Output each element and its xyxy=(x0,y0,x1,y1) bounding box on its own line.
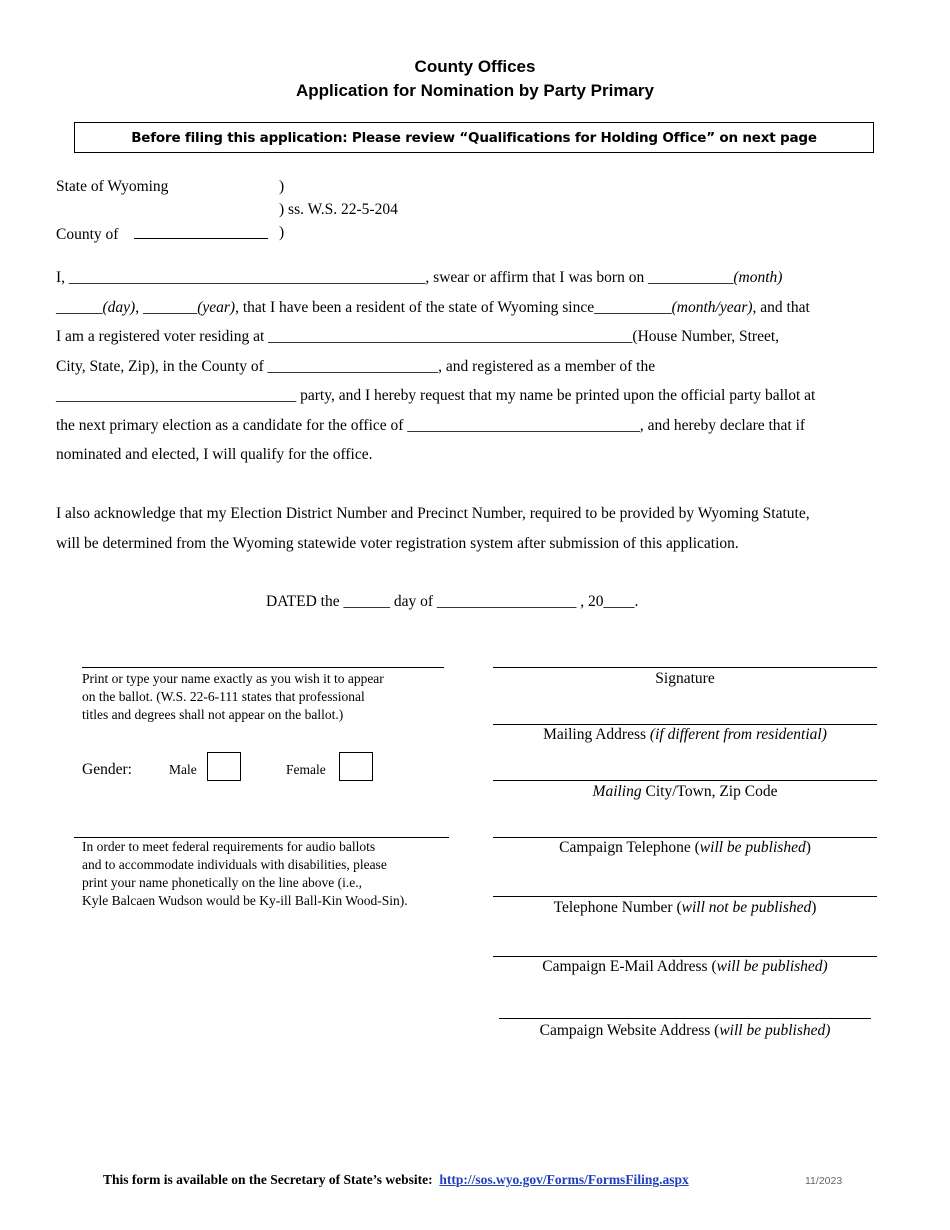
mailing-city-line[interactable] xyxy=(493,780,877,781)
oath-paragraph xyxy=(56,263,901,470)
campaign-phone-label: Campaign Telephone (will be published) xyxy=(559,839,811,856)
female-checkbox[interactable] xyxy=(339,752,373,781)
footer-text: This form is available on the Secretary of State’s website: xyxy=(103,1172,433,1187)
mailing-city-label: Mailing City/Town, Zip Code xyxy=(592,783,778,800)
campaign-phone-line[interactable] xyxy=(493,837,877,838)
mailing-address-line[interactable] xyxy=(493,724,877,725)
venue-state: State of Wyoming xyxy=(56,178,169,195)
county-label: County of xyxy=(56,226,119,243)
gender-label: Gender: xyxy=(82,761,132,778)
oath-line-4: City, State, Zip), in the County of ______________________, and registered as a member of the xyxy=(56,357,656,375)
signature-line[interactable] xyxy=(493,667,877,668)
male-checkbox[interactable] xyxy=(207,752,241,781)
printed-name-line[interactable] xyxy=(82,667,444,668)
oath-line-3: I am a registered voter residing at _______________________________________________(House Number, Street, xyxy=(56,328,780,345)
acknowledge-paragraph xyxy=(56,499,901,558)
phone-label: Telephone Number (will not be published) xyxy=(553,899,817,916)
female-label: Female xyxy=(286,762,326,777)
website-line[interactable] xyxy=(499,1018,871,1019)
acknowledge-line-2: will be determined from the Wyoming statewide voter registration system after submission of this application. xyxy=(56,534,739,552)
venue-paren-3: ) xyxy=(279,224,285,241)
sos-forms-link[interactable]: http://sos.wyo.gov/Forms/FormsFiling.aspx xyxy=(439,1172,689,1187)
name-instructions: Print or type your name exactly as you wish it to appear on the ballot. (W.S. 22-6-111 states that professional titles and degrees shall not appear on the ballot.) xyxy=(82,671,384,722)
dated-line: DATED the ______ day of __________________ , 20____. xyxy=(266,593,639,610)
mailing-address-label: Mailing Address (if different from residential) xyxy=(543,726,827,743)
county-blank-line[interactable] xyxy=(134,224,268,239)
form-subtitle: Application for Nomination by Party Primary xyxy=(295,81,654,100)
form-title: County Offices xyxy=(414,57,536,76)
acknowledge-line-1: I also acknowledge that my Election District Number and Precinct Number, required to be provided by Wyoming Statute, xyxy=(56,505,810,522)
venue-paren-1: ) xyxy=(279,178,285,195)
email-label: Campaign E-Mail Address (will be published) xyxy=(542,958,828,975)
email-line[interactable] xyxy=(493,956,877,957)
qualifications-notice: Before filing this application: Please review “Qualifications for Holding Office” on next page xyxy=(74,122,874,153)
oath-line-6: the next primary election as a candidate for the office of ______________________________, and hereby declare that if xyxy=(56,416,806,434)
venue-ss: ) ss. W.S. 22-5-204 xyxy=(279,201,398,218)
venue-county xyxy=(56,224,268,244)
signature-label: Signature xyxy=(655,670,715,687)
phonetic-instructions: In order to meet federal requirements for audio ballots and to accommodate individuals with disabilities, please print your name phonetically on the line above (i.e., Kyle Balcaen Wudson would be Ky-ill Ball-Kin Wood-Sin). xyxy=(82,839,408,908)
oath-line-2: ______(day), _______(year), that I have been a resident of the state of Wyoming since__________(month/year), and that xyxy=(56,298,810,316)
male-label: Male xyxy=(169,762,197,777)
form-version: 11/2023 xyxy=(805,1175,843,1187)
website-label: Campaign Website Address (will be published) xyxy=(539,1022,831,1039)
oath-line-7: nominated and elected, I will qualify for the office. xyxy=(56,446,373,463)
oath-line-1: I, ______________________________________________, swear or affirm that I was born on ___________(month) xyxy=(56,269,783,286)
phone-line[interactable] xyxy=(493,896,877,897)
oath-line-5: _______________________________ party, and I hereby request that my name be printed upon the official party ballot at xyxy=(56,387,816,404)
footer-note xyxy=(103,1172,689,1188)
